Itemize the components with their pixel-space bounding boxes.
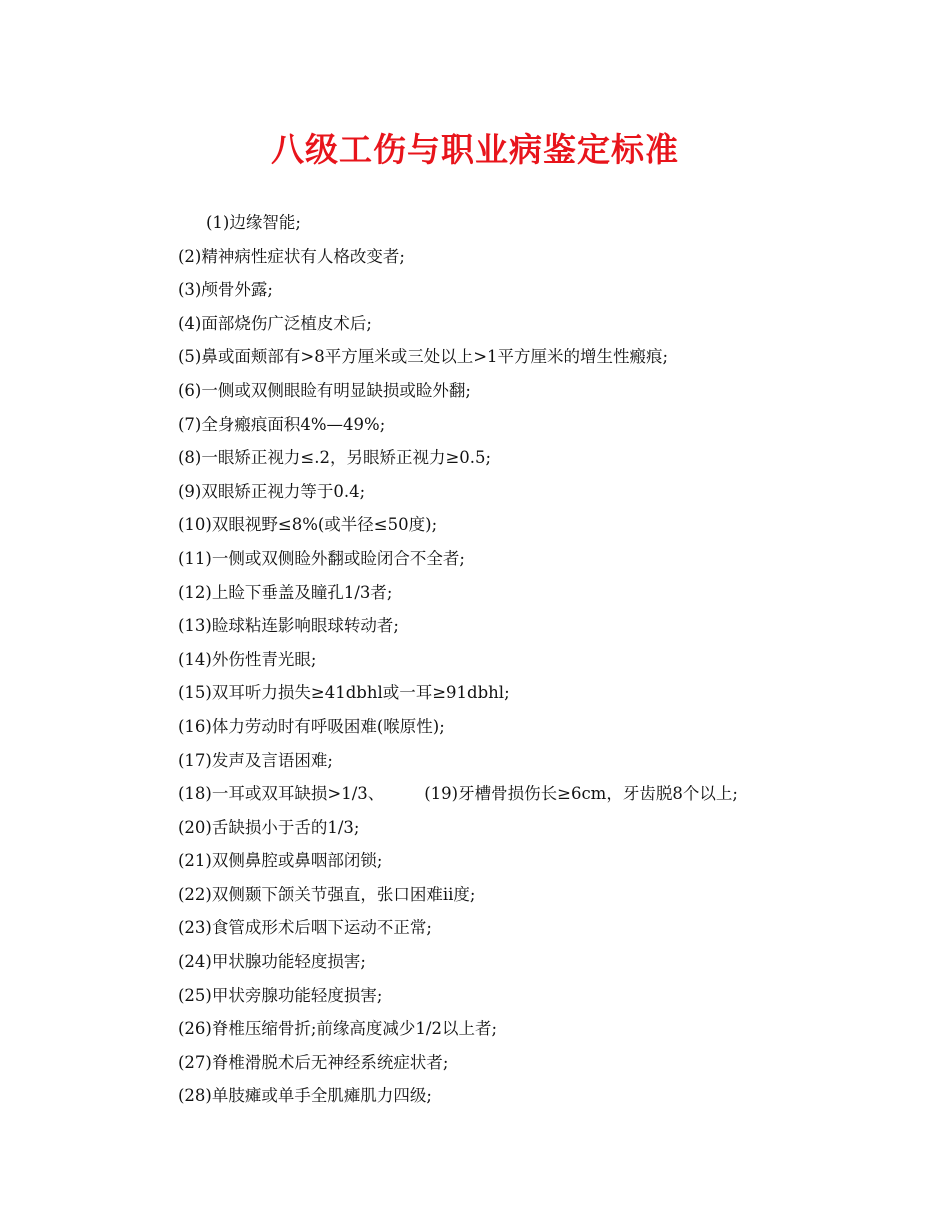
list-item: (14)外伤性青光眼;: [178, 649, 317, 669]
list-item: (17)发声及言语困难;: [178, 750, 333, 770]
standard-items-list: [178, 206, 878, 1113]
list-item: (5)鼻或面颊部有>8平方厘米或三处以上>1平方厘米的增生性瘢痕;: [178, 347, 669, 367]
list-item: (11)一侧或双侧睑外翻或睑闭合不全者;: [178, 548, 465, 568]
document-title: 八级工伤与职业病鉴定标准: [271, 130, 679, 169]
list-item: (20)舌缺损小于舌的1/3;: [178, 817, 360, 837]
list-item: (28)单肢瘫或单手全肌瘫肌力四级;: [178, 1086, 432, 1106]
list-item: (25)甲状旁腺功能轻度损害;: [178, 985, 383, 1005]
list-item: (22)双侧颞下颌关节强直，张口困难ii度;: [178, 884, 476, 904]
list-item: (23)食管成形术后咽下运动不正常;: [178, 918, 432, 938]
list-item: (1)边缘智能;: [206, 213, 301, 232]
list-item: (18)一耳或双耳缺损>1/3、: [178, 784, 385, 804]
list-item: (19)牙槽骨损伤长≥6cm，牙齿脱8个以上;: [424, 784, 738, 804]
list-item: (9)双眼矫正视力等于0.4;: [178, 481, 366, 501]
list-item: (8)一眼矫正视力≤.2，另眼矫正视力≥0.5;: [178, 448, 492, 468]
list-item: (3)颅骨外露;: [178, 280, 273, 300]
list-item: (16)体力劳动时有呼吸困难(喉原性);: [178, 716, 445, 736]
list-item: (26)脊椎压缩骨折;前缘高度减少1/2以上者;: [178, 1019, 498, 1039]
list-item: (12)上睑下垂盖及瞳孔1/3者;: [178, 582, 393, 602]
list-item: (27)脊椎滑脱术后无神经系统症状者;: [178, 1052, 449, 1072]
list-item: (24)甲状腺功能轻度损害;: [178, 952, 366, 972]
list-item: (21)双侧鼻腔或鼻咽部闭锁;: [178, 851, 383, 871]
list-item: (15)双耳听力损失≥41dbhl或一耳≥91dbhl;: [178, 683, 510, 703]
list-item: (6)一侧或双侧眼睑有明显缺损或睑外翻;: [178, 380, 471, 400]
list-item: (7)全身瘢痕面积4%—49%;: [178, 414, 386, 434]
list-item: (4)面部烧伤广泛植皮术后;: [178, 313, 372, 333]
list-item: (13)睑球粘连影响眼球转动者;: [178, 616, 399, 636]
list-item: (2)精神病性症状有人格改变者;: [178, 246, 405, 266]
list-item: (10)双眼视野≤8%(或半径≤50度);: [178, 515, 438, 535]
list-item-combined: [178, 777, 878, 811]
